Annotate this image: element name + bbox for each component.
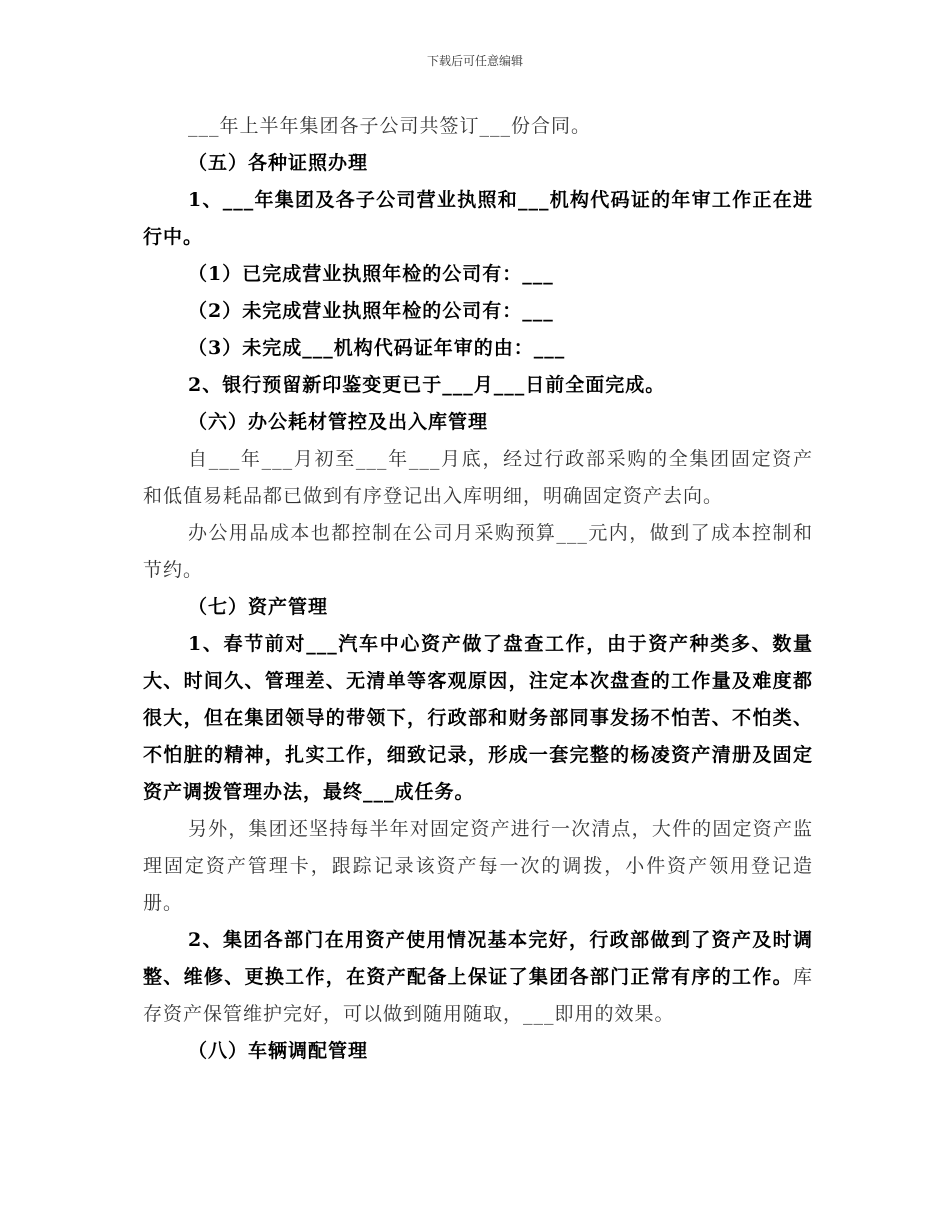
paragraph-completed-inspection: （1）已完成营业执照年检的公司有：___ xyxy=(188,263,554,285)
document-body xyxy=(143,108,813,1070)
paragraph-bank-seal-change: 2、银行预留新印鉴变更已于___月___日前全面完成。 xyxy=(188,374,666,396)
paragraph-asset-semiannual-check: 另外，集团还坚持每半年对固定资产进行一次清点，大件的固定资产监理固定资产管理卡，跟踪记录该资产每一次的调拨，小件资产领用登记造册。 xyxy=(143,818,813,914)
paragraph-asset-inventory: 1、春节前对___汽车中心资产做了盘查工作，由于资产种类多、数量大、时间久、管理差、无清单等客观原因，注定本次盘查的工作量及难度都很大，但在集团领导的带领下，行政部和财务部同事发扬不怕苦、不怕类、不怕脏的精神，扎实工作，细致记录，形成一套完整的杨凌资产清册及固定资产调拨管理办法，最终___成任务。 xyxy=(143,633,813,803)
paragraph-uncompleted-inspection: （2）未完成营业执照年检的公司有：___ xyxy=(188,300,554,322)
paragraph-contract-count: ___年上半年集团各子公司共签订___份合同。 xyxy=(188,115,592,137)
paragraph-license-annual-review: 1、___年集团及各子公司营业执照和___机构代码证的年审工作正在进行中。 xyxy=(143,189,813,248)
asset-usage-normal-part: 库存资产保管维护完好，可以做到随用随取，___即用的效果。 xyxy=(143,966,813,1025)
paragraph-office-cost-control: 办公用品成本也都控制在公司月采购预算___元内，做到了成本控制和节约。 xyxy=(143,522,813,581)
section-heading-vehicle-dispatch: （八）车辆调配管理 xyxy=(188,1040,369,1062)
paragraph-procurement-registration: 自___年___月初至___年___月底，经过行政部采购的全集团固定资产和低值易耗品都已做到有序登记出入库明细，明确固定资产去向。 xyxy=(143,448,813,507)
section-heading-licenses: （五）各种证照办理 xyxy=(188,152,369,174)
paragraph-uncompleted-code-review: （3）未完成___机构代码证年审的由：___ xyxy=(188,337,566,359)
paragraph-asset-usage xyxy=(143,922,813,1033)
page-header: 下载后可任意编辑 xyxy=(426,54,523,68)
section-heading-office-supplies: （六）办公耗材管控及出入库管理 xyxy=(188,411,489,433)
asset-usage-bold-part: 2、集团各部门在用资产使用情况基本完好，行政部做到了资产及时调整、维修、更换工作，在资产配备上保证了集团各部门正常有序的工作。 xyxy=(143,929,813,988)
section-heading-asset-management: （七）资产管理 xyxy=(188,596,329,618)
